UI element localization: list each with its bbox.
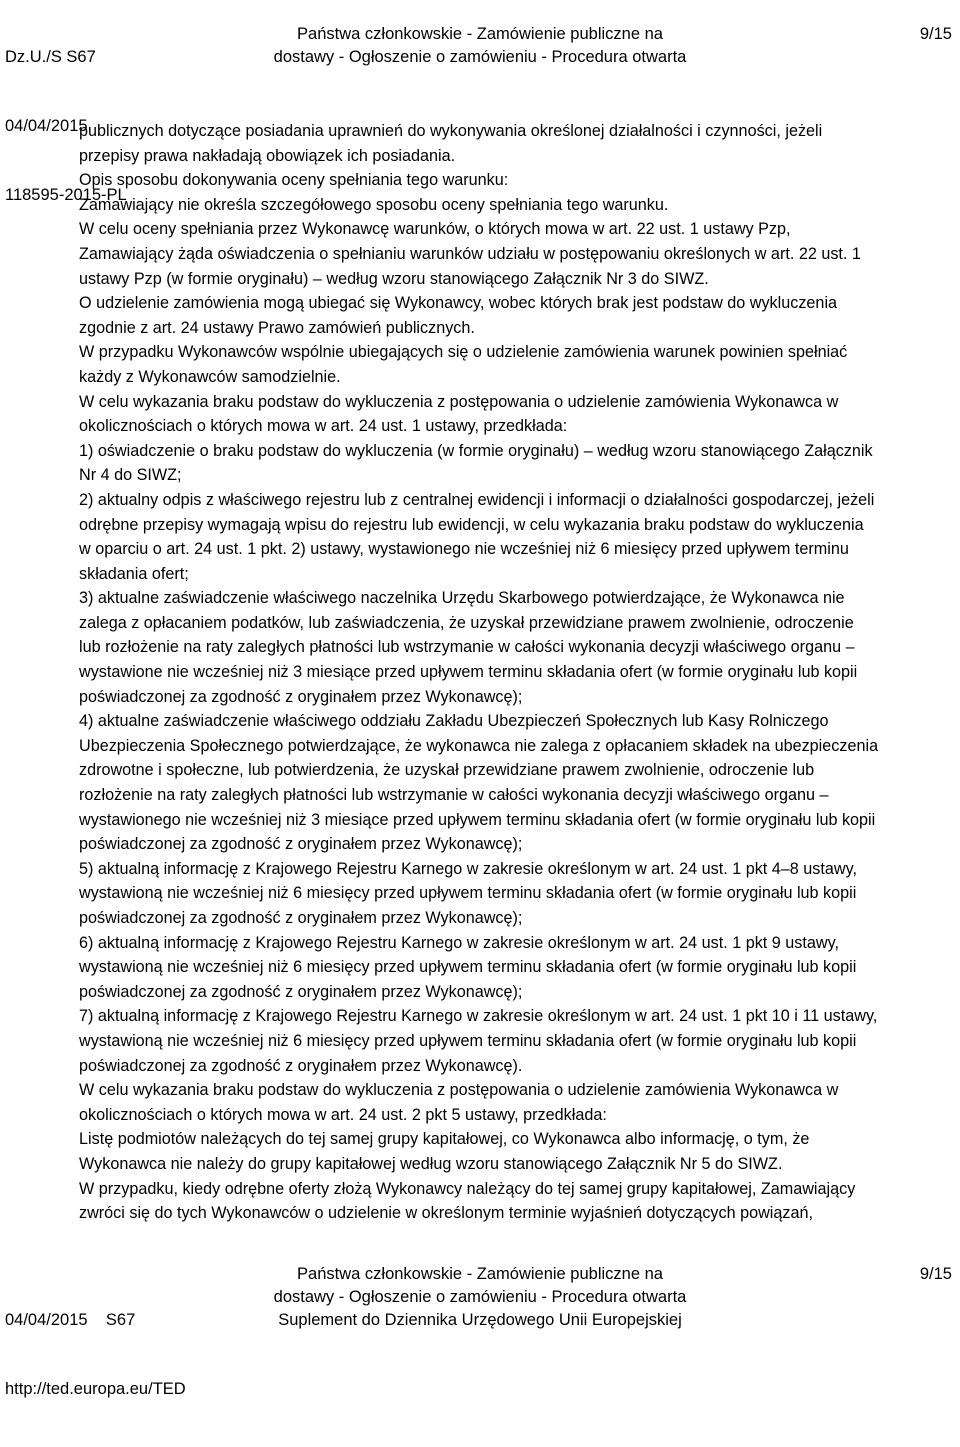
- body-line: poświadczonej za zgodność z oryginałem przez Wykonawcę);: [79, 835, 523, 854]
- footer-date-issue: 04/04/2015 S67: [5, 1311, 136, 1329]
- body-line: wystawioną nie wcześniej niż 6 miesięcy przed upływem terminu składania ofert (w formie oryginału lub kopii: [79, 958, 857, 977]
- footer-center: [0, 1263, 960, 1332]
- body-line: Zamawiający nie określa szczegółowego sposobu oceny spełniania tego warunku.: [79, 195, 669, 214]
- body-line: przepisy prawa nakładają obowiązek ich posiadania.: [79, 146, 456, 165]
- body-line: ustawy Pzp (w formie oryginału) – według wzoru stanowiącego Załącznik Nr 3 do SIWZ.: [79, 269, 709, 288]
- body-line: 1) oświadczenie o braku podstaw do wykluczenia (w formie oryginału) – według wzoru stanowiącego Załącznik: [79, 441, 873, 460]
- header-center-line-2: Państwa członkowskie - Zamówienie publiczne na: [297, 25, 663, 43]
- body-line: W celu wykazania braku podstaw do wykluczenia z postępowania o udzielenie zamówienia Wykonawca w: [79, 392, 839, 411]
- footer-center-line-2: dostawy - Ogłoszenie o zamówieniu - Procedura otwarta: [273, 1288, 687, 1306]
- header-center-line-1: [0, 0, 960, 23]
- body-line: Ubezpieczenia Społecznego potwierdzające, że wykonawca nie zalega z opłacaniem składek na ubezpieczenia: [79, 736, 879, 755]
- body-line: zdrowotne i społeczne, lub potwierdzenia, że uzyskał przewidziane prawem zwolnienie, odroczenie lub: [79, 761, 815, 780]
- body-line: poświadczonej za zgodność z oryginałem przez Wykonawcę).: [79, 1056, 523, 1075]
- body-line: W celu wykazania braku podstaw do wykluczenia z postępowania o udzielenie zamówienia Wykonawca w: [79, 1081, 839, 1100]
- body-line: Wykonawca nie należy do grupy kapitałowej według wzoru stanowiącego Załącznik Nr 5 do SIWZ.: [79, 1154, 783, 1173]
- body-line: Nr 4 do SIWZ;: [79, 466, 182, 485]
- header-page-number: 9/15: [919, 25, 952, 43]
- body-line: wystawioną nie wcześniej niż 6 miesięcy przed upływem terminu składania ofert (w formie oryginału lub kopii: [79, 1031, 857, 1050]
- body-line: lub rozłożenie na raty zaległych płatności lub wstrzymanie w całości wykonania decyzji właściwego organu –: [79, 638, 855, 657]
- body-line: Listę podmiotów należących do tej samej grupy kapitałowej, co Wykonawca albo informację, o tym, że: [79, 1130, 810, 1149]
- body-line: 3) aktualne zaświadczenie właściwego naczelnika Urzędu Skarbowego potwierdzające, że Wykonawca nie: [79, 589, 845, 608]
- body-line: wystawionego nie wcześniej niż 3 miesiące przed upływem terminu składania ofert (w formie oryginału lub kopii: [79, 810, 876, 829]
- body-line: Opis sposobu dokonywania oceny spełniania tego warunku:: [79, 171, 509, 190]
- page-footer: [0, 1263, 960, 1398]
- body-line: każdy z Wykonawców samodzielnie.: [79, 367, 341, 386]
- header-center: [0, 0, 960, 69]
- body-line: O udzielenie zamówienia mogą ubiegać się Wykonawcy, wobec których brak jest podstaw do wykluczenia: [79, 294, 838, 313]
- body-line: 4) aktualne zaświadczenie właściwego oddziału Zakładu Ubezpieczeń Społecznych lub Kasy Rolniczego: [79, 712, 829, 731]
- body-line: 5) aktualną informację z Krajowego Rejestru Karnego w zakresie określonym w art. 24 ust. 1 pkt 4–8 ustawy,: [79, 859, 857, 878]
- document-body: [79, 119, 957, 1226]
- body-line: poświadczonej za zgodność z oryginałem przez Wykonawcę);: [79, 982, 523, 1001]
- header-journal-ref: Dz.U./S S67: [5, 48, 96, 66]
- footer-center-line-3: Suplement do Dziennika Urzędowego Unii Europejskiej: [278, 1311, 682, 1329]
- body-line: 6) aktualną informację z Krajowego Rejestru Karnego w zakresie określonym w art. 24 ust. 1 pkt 9 ustawy,: [79, 933, 839, 952]
- body-line: wystawioną nie wcześniej niż 6 miesięcy przed upływem terminu składania ofert (w formie oryginału lub kopii: [79, 884, 857, 903]
- body-line: W przypadku Wykonawców wspólnie ubiegających się o udzielenie zamówienia warunek powinien spełniać: [79, 343, 848, 362]
- footer-url: http://ted.europa.eu/TED: [5, 1380, 186, 1398]
- header-center-line-3: dostawy - Ogłoszenie o zamówieniu - Procedura otwarta: [273, 48, 687, 66]
- body-line: składania ofert;: [79, 564, 189, 583]
- body-line: poświadczonej za zgodność z oryginałem przez Wykonawcę);: [79, 909, 523, 927]
- footer-center-line-1: Państwa członkowskie - Zamówienie publiczne na: [297, 1265, 663, 1283]
- body-line: okolicznościach o których mowa w art. 24 ust. 1 ustawy, przedkłada:: [79, 417, 568, 436]
- body-line: zwróci się do tych Wykonawców o udzielenie w określonym terminie wyjaśnień dotyczących powiązań,: [79, 1204, 814, 1223]
- body-line: zgodnie z art. 24 ustawy Prawo zamówień publicznych.: [79, 318, 475, 337]
- body-line: zalega z opłacaniem podatków, lub zaświadczenia, że uzyskał przewidziane prawem zwolnienie, odroczenie: [79, 613, 854, 632]
- body-line: poświadczonej za zgodność z oryginałem przez Wykonawcę);: [79, 687, 523, 706]
- header-notice-id: 118595-2015-PL: [5, 186, 127, 204]
- body-line: W przypadku, kiedy odrębne oferty złożą Wykonawcy należący do tej samej grupy kapitałowej, Zamawiający: [79, 1179, 856, 1198]
- body-line: 2) aktualny odpis z właściwego rejestru lub z centralnej ewidencji i informacji o działalności gospodarczej, jeżeli: [79, 490, 875, 509]
- body-line: odrębne przepisy wymagają wpisu do rejestru lub ewidencji, w celu wykazania braku podstaw do wykluczenia: [79, 515, 864, 534]
- body-line: wystawione nie wcześniej niż 3 miesiące przed upływem terminu składania ofert (w formie oryginału lub kopii: [79, 663, 858, 682]
- body-line: okolicznościach o których mowa w art. 24 ust. 2 pkt 5 ustawy, przedkłada:: [79, 1105, 607, 1124]
- body-line: 7) aktualną informację z Krajowego Rejestru Karnego w zakresie określonym w art. 24 ust. 1 pkt 10 i 11 ustawy,: [79, 1007, 878, 1026]
- body-line: rozłożenie na raty zaległych płatności lub wstrzymanie w całości wykonania decyzji właściwego organu –: [79, 786, 829, 805]
- body-line: w oparciu o art. 24 ust. 1 pkt. 2) ustawy, wystawionego nie wcześniej niż 6 miesięcy przed upływem terminu: [79, 540, 849, 559]
- body-line: publicznych dotyczące posiadania uprawnień do wykonywania określonej działalności i czynności, jeżeli: [79, 122, 823, 140]
- footer-page-number: 9/15: [919, 1265, 952, 1283]
- header-date: 04/04/2015: [5, 117, 88, 135]
- body-line: Zamawiający żąda oświadczenia o spełnianiu warunków udziału w postępowaniu określonych w art. 22 ust. 1: [79, 244, 861, 263]
- body-line: W celu oceny spełniania przez Wykonawcę warunków, o których mowa w art. 22 ust. 1 ustawy Pzp,: [79, 220, 791, 239]
